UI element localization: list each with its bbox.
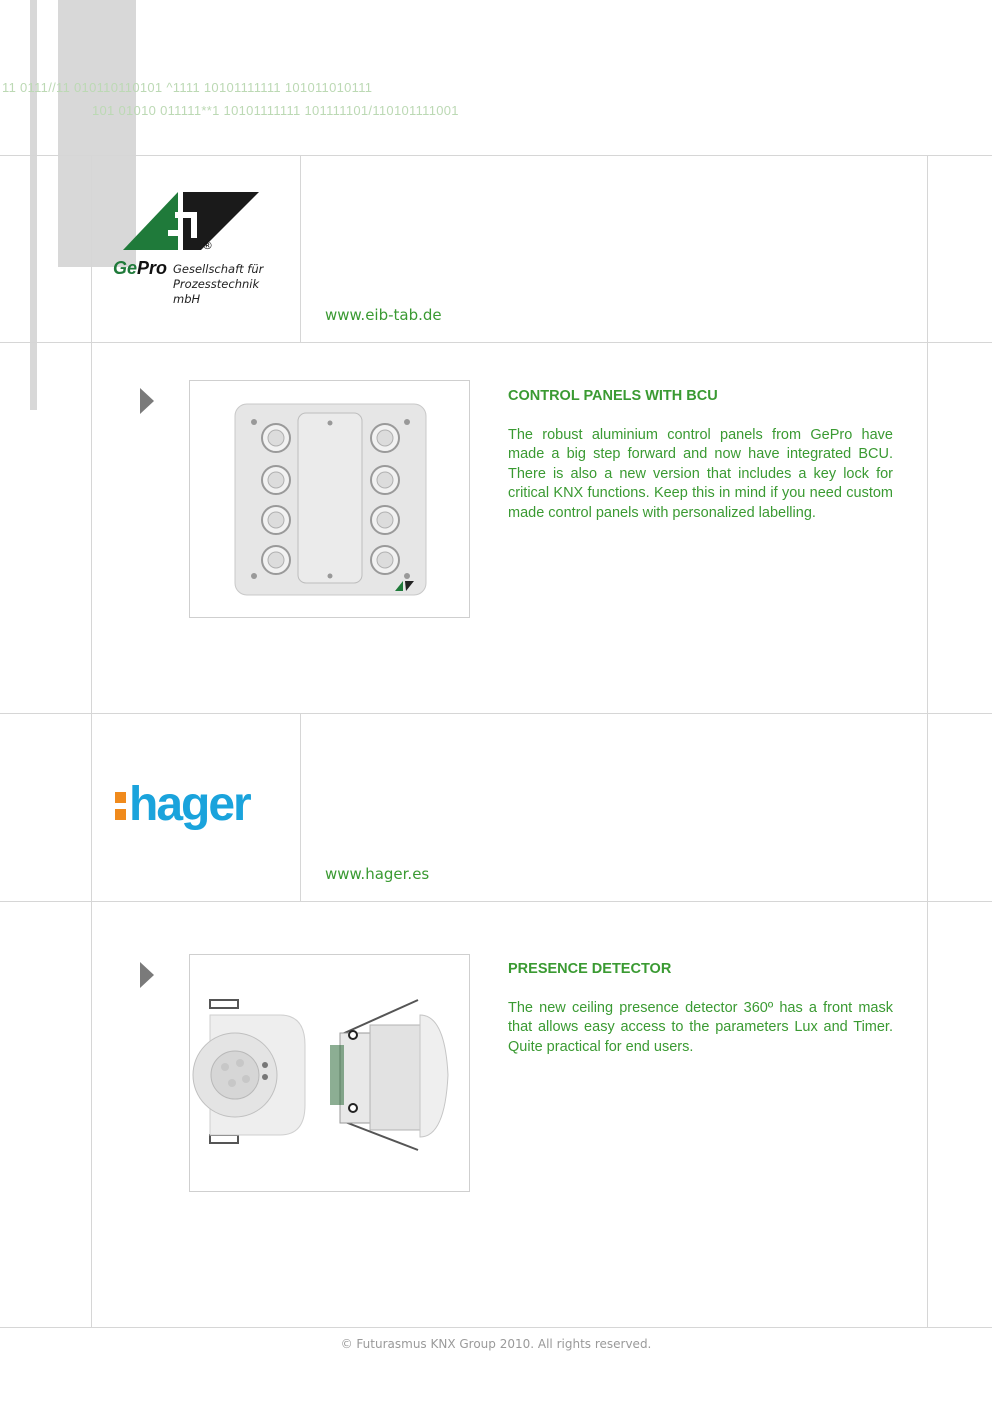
binary-decoration-line-2: 101 01010 011111**1 10101111111 101111101/110101111001 [92, 103, 459, 118]
registered-mark: ® [202, 239, 213, 252]
column-divider [300, 713, 301, 901]
hager-wordmark: hager [129, 778, 250, 831]
hager-website-link[interactable]: www.hager.es [325, 865, 430, 883]
binary-decoration-line-1: 11 0111//11 010110110101 ^1111 10101111111 101011010111 [2, 80, 373, 95]
gepro-subtitle-line: Gesellschaft für [173, 262, 264, 276]
hager-logo-mark [113, 778, 273, 833]
divider [0, 155, 992, 156]
divider [0, 901, 992, 902]
arrow-right-icon [140, 962, 154, 988]
product-description: The new ceiling presence detector 360º has a front mask that allows easy access to the parameters Lux and Timer. Quite practical for end users. [508, 1000, 893, 1055]
column-divider [300, 155, 301, 342]
footer-copyright: © Futurasmus KNX Group 2010. All rights reserved. [340, 1337, 652, 1351]
gepro-logo-mark [123, 190, 263, 252]
gepro-company-name [173, 262, 293, 307]
divider [0, 713, 992, 714]
gepro-logo [113, 190, 283, 310]
presence-detector-illustration [190, 955, 469, 1191]
gepro-website-link[interactable]: www.eib-tab.de [325, 306, 442, 324]
control-panel-illustration [190, 381, 469, 617]
decorative-bar [30, 0, 37, 410]
product-description: The robust aluminium control panels from GePro have made a big step forward and now have integrated BCU. There is also a new version that includes a key lock for critical KNX functions. Keep this in mind if you need custom made control panels with personalized labelling. [508, 427, 893, 521]
divider [0, 1327, 992, 1328]
hager-logo [113, 778, 273, 838]
arrow-right-icon [140, 388, 154, 414]
product-title: CONTROL PANELS WITH BCU [508, 388, 718, 404]
column-divider [927, 155, 928, 1327]
control-panel-image [189, 380, 470, 618]
column-divider [91, 155, 92, 1327]
gepro-subtitle-line: Prozesstechnik [173, 277, 260, 291]
gepro-brand-pro: Pro [137, 258, 168, 278]
presence-detector-image [189, 954, 470, 1192]
gepro-subtitle-line: mbH [173, 292, 201, 306]
product-title: PRESENCE DETECTOR [508, 961, 672, 977]
gepro-brand-ge: Ge [113, 258, 138, 278]
divider [0, 342, 992, 343]
gepro-brand-name [113, 258, 167, 279]
